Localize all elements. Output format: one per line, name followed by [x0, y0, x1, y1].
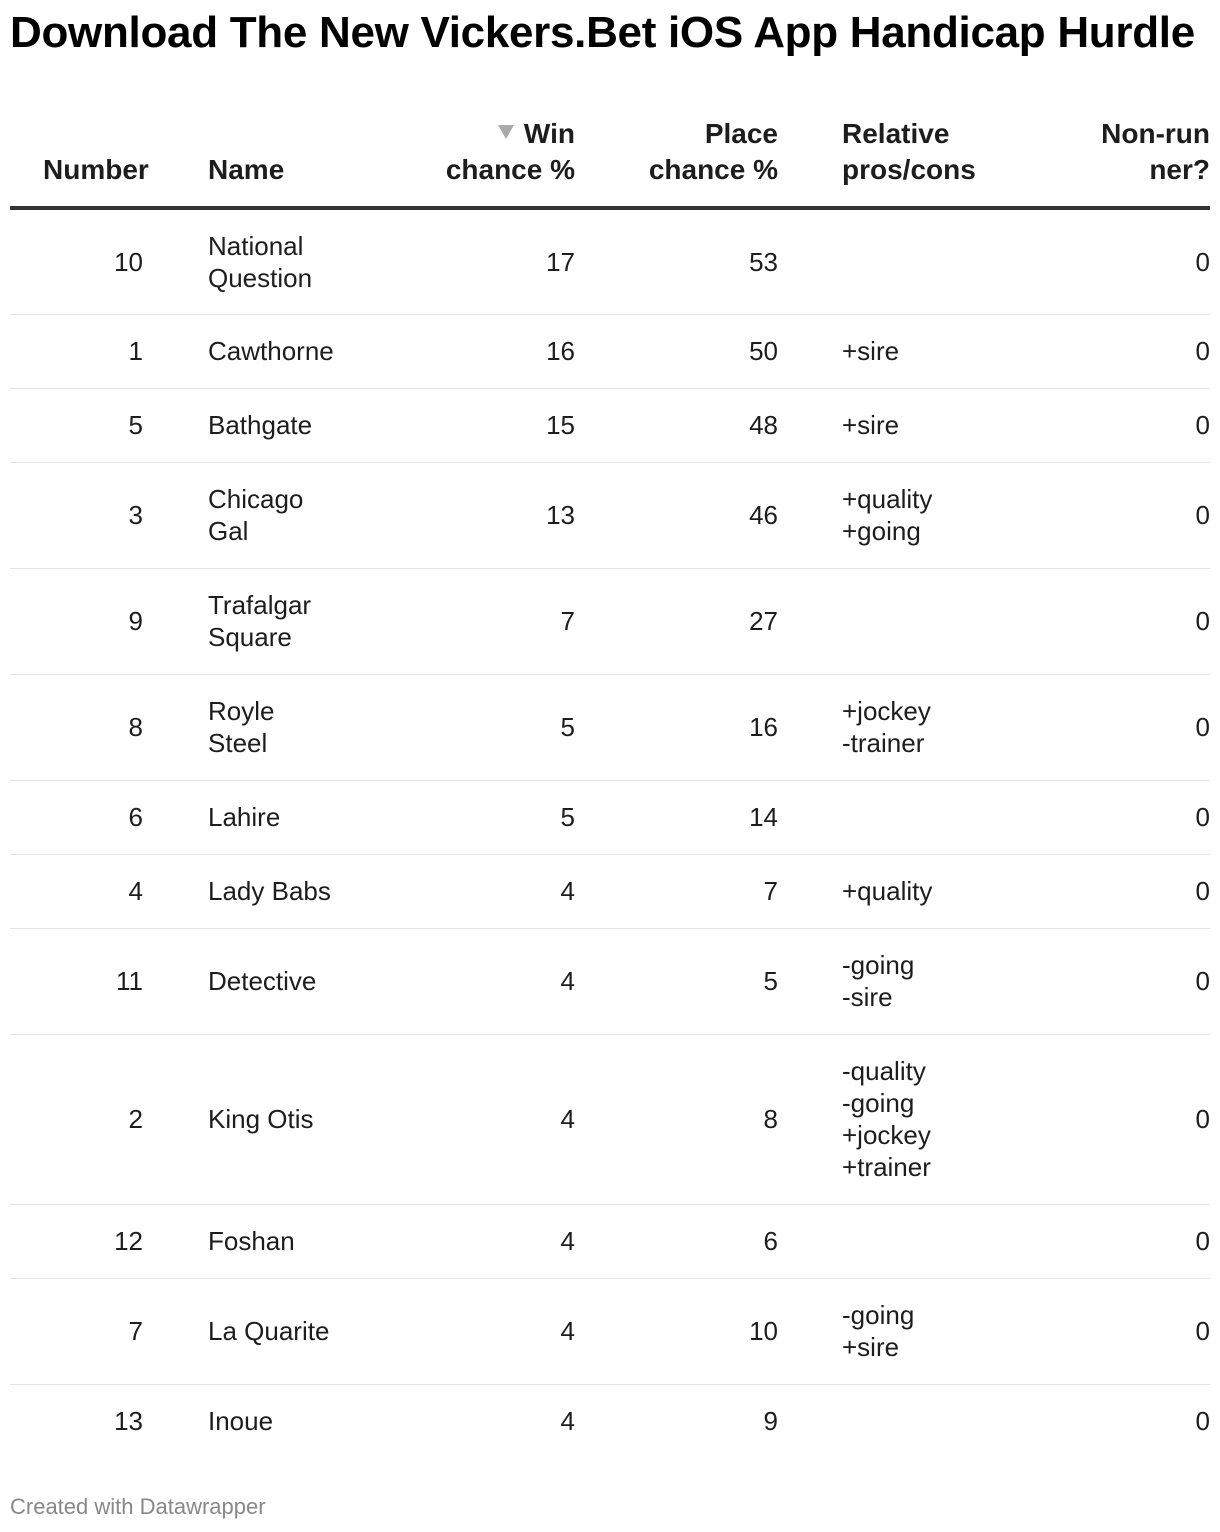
cell-spacer	[778, 1384, 842, 1458]
cell-spacer	[143, 1278, 208, 1384]
cell-spacer	[778, 314, 842, 388]
cell-spacer	[778, 208, 842, 314]
cell-number: 6	[10, 780, 143, 854]
cell-win-chance: 17	[378, 208, 575, 314]
table-row	[10, 1384, 1210, 1458]
footer-credit: Created with Datawrapper	[10, 1494, 266, 1519]
cell-spacer	[778, 1034, 842, 1204]
cell-spacer	[778, 462, 842, 568]
cell-spacer	[143, 780, 208, 854]
header-number[interactable]	[10, 112, 149, 208]
cell-place-chance: 46	[575, 462, 778, 568]
cell-spacer	[778, 854, 842, 928]
cell-name: National Question	[208, 208, 378, 314]
cell-name: Inoue	[208, 1406, 274, 1437]
cell-name: La Quarite	[208, 1278, 378, 1384]
cell-pros-cons: +quality +going	[842, 484, 933, 546]
cell-spacer	[778, 1204, 842, 1278]
cell-pros-nonrunner	[842, 854, 1210, 928]
table-row	[10, 462, 1210, 568]
cell-non-runner: 0	[1195, 712, 1210, 742]
cell-spacer	[143, 1384, 208, 1458]
cell-name: Lady Babs	[208, 854, 378, 928]
cell-spacer	[778, 780, 842, 854]
cell-win-chance: 4	[378, 854, 575, 928]
cell-win-chance: 4	[378, 1034, 575, 1204]
cell-non-runner: 0	[1195, 876, 1210, 906]
cell-pros-cons: +sire	[842, 410, 900, 440]
table-row	[10, 1278, 1210, 1384]
cell-name: Detective	[208, 928, 378, 1034]
cell-place-chance: 53	[575, 208, 778, 314]
cell-place-chance: 50	[575, 314, 778, 388]
cell-spacer	[778, 568, 842, 674]
header-place-chance[interactable]	[575, 112, 778, 208]
header-non-runner-label: Non-runner?	[1101, 118, 1210, 185]
cell-win-chance: 4	[378, 928, 575, 1034]
cell-non-runner: 0	[1195, 606, 1210, 636]
cell-number: 5	[10, 388, 143, 462]
cell-name: Chicago Gal	[208, 462, 378, 568]
sort-descending-icon	[498, 125, 514, 139]
cell-pros-nonrunner	[842, 388, 1210, 462]
cell-place-chance: 9	[763, 1406, 778, 1437]
cell-name: Trafalgar Square	[208, 568, 378, 674]
table-row	[10, 208, 1210, 314]
header-pros-cons[interactable]	[842, 112, 1210, 208]
table-row	[10, 1034, 1210, 1204]
cell-non-runner: 0	[1195, 1226, 1210, 1256]
cell-number: 1	[10, 314, 143, 388]
cell-non-runner: 0	[1195, 336, 1210, 366]
cell-name: Lahire	[208, 780, 378, 854]
cell-win-chance: 4	[378, 1278, 575, 1384]
table-row	[10, 674, 1210, 780]
cell-spacer	[143, 1034, 208, 1204]
cell-win-chance: 15	[378, 388, 575, 462]
cell-non-runner: 0	[1195, 1104, 1210, 1134]
cell-pros-cons: +quality	[842, 876, 933, 906]
cell-pros-nonrunner	[842, 780, 1210, 854]
cell-name: Cawthorne	[208, 314, 378, 388]
cell-non-runner: 0	[1195, 1316, 1210, 1346]
cell-non-runner: 0	[1195, 410, 1210, 440]
cell-non-runner: 0	[1195, 1406, 1210, 1437]
table-row	[10, 780, 1210, 854]
cell-number: 2	[10, 1034, 143, 1204]
cell-pros-cons: -going +sire	[842, 1300, 915, 1362]
cell-pros-cons: +sire	[842, 336, 900, 366]
cell-spacer	[143, 674, 208, 780]
cell-spacer	[143, 854, 208, 928]
table-row	[10, 854, 1210, 928]
cell-win-chance: 13	[378, 462, 575, 568]
header-pros-label: Relative pros/cons	[842, 118, 976, 185]
header-place-label: Place chance %	[648, 118, 778, 185]
cell-spacer	[143, 928, 208, 1034]
cell-non-runner: 0	[1195, 500, 1210, 530]
cell-win-chance: 5	[378, 674, 575, 780]
cell-win-chance: 7	[378, 568, 575, 674]
cell-pros-nonrunner	[842, 314, 1210, 388]
cell-number: 13	[114, 1406, 143, 1437]
cell-pros-cons: -quality -going +jockey +trainer	[842, 1056, 931, 1182]
header-name[interactable]	[208, 112, 378, 208]
table-row	[10, 314, 1210, 388]
cell-non-runner: 0	[1195, 802, 1210, 832]
cell-pros-nonrunner	[842, 674, 1210, 780]
cell-place-chance: 27	[575, 568, 778, 674]
cell-pros-nonrunner	[842, 1204, 1210, 1278]
cell-spacer	[143, 462, 208, 568]
cell-place-chance: 16	[575, 674, 778, 780]
table-body	[10, 208, 1210, 1458]
cell-spacer	[143, 208, 208, 314]
page-title: Download The New Vickers.Bet iOS App Handicap Hurdle	[10, 8, 1195, 57]
cell-spacer	[143, 314, 208, 388]
cell-pros-nonrunner	[842, 208, 1210, 314]
cell-spacer	[778, 1278, 842, 1384]
cell-number: 8	[10, 674, 143, 780]
table-row	[10, 928, 1210, 1034]
cell-name: King Otis	[208, 1034, 378, 1204]
cell-place-chance: 10	[575, 1278, 778, 1384]
cell-spacer	[778, 928, 842, 1034]
cell-place-chance: 5	[575, 928, 778, 1034]
cell-spacer	[143, 568, 208, 674]
table-row	[10, 568, 1210, 674]
cell-place-chance: 6	[575, 1204, 778, 1278]
cell-non-runner: 0	[1195, 246, 1210, 277]
cell-win-chance: 5	[378, 780, 575, 854]
cell-win-chance: 4	[560, 1406, 575, 1437]
cell-place-chance: 7	[575, 854, 778, 928]
cell-win-chance: 4	[378, 1204, 575, 1278]
cell-name: Bathgate	[208, 388, 378, 462]
cell-pros-cons: -going -sire	[842, 950, 915, 1012]
cell-number: 3	[10, 462, 143, 568]
cell-place-chance: 48	[575, 388, 778, 462]
cell-name: Foshan	[208, 1204, 378, 1278]
cell-place-chance: 14	[575, 780, 778, 854]
header-number-label: Number	[43, 154, 149, 185]
cell-spacer	[778, 674, 842, 780]
cell-number: 9	[10, 568, 143, 674]
cell-pros-nonrunner	[842, 1278, 1210, 1384]
cell-number: 12	[10, 1204, 143, 1278]
cell-pros-nonrunner	[842, 568, 1210, 674]
cell-pros-nonrunner	[842, 462, 1210, 568]
results-table	[10, 112, 1210, 1458]
cell-spacer	[143, 388, 208, 462]
cell-number: 11	[10, 928, 143, 1034]
header-win-chance[interactable]	[378, 112, 575, 208]
header-win-label: Win chance %	[445, 118, 575, 185]
cell-pros-nonrunner	[842, 1034, 1210, 1204]
header-row	[10, 112, 1210, 208]
cell-number: 7	[10, 1278, 143, 1384]
cell-pros-nonrunner	[842, 1384, 1210, 1458]
cell-name: Royle Steel	[208, 674, 378, 780]
cell-number: 4	[10, 854, 143, 928]
cell-place-chance: 8	[575, 1034, 778, 1204]
header-name-label: Name	[208, 154, 285, 185]
cell-number: 10	[10, 208, 143, 314]
table-row	[10, 1204, 1210, 1278]
cell-non-runner: 0	[1195, 966, 1210, 996]
cell-pros-cons: +jockey -trainer	[842, 696, 931, 758]
cell-pros-nonrunner	[842, 928, 1210, 1034]
cell-spacer	[143, 1204, 208, 1278]
cell-win-chance: 16	[378, 314, 575, 388]
header-non-runner[interactable]	[1100, 116, 1210, 188]
table-row	[10, 388, 1210, 462]
cell-spacer	[778, 388, 842, 462]
